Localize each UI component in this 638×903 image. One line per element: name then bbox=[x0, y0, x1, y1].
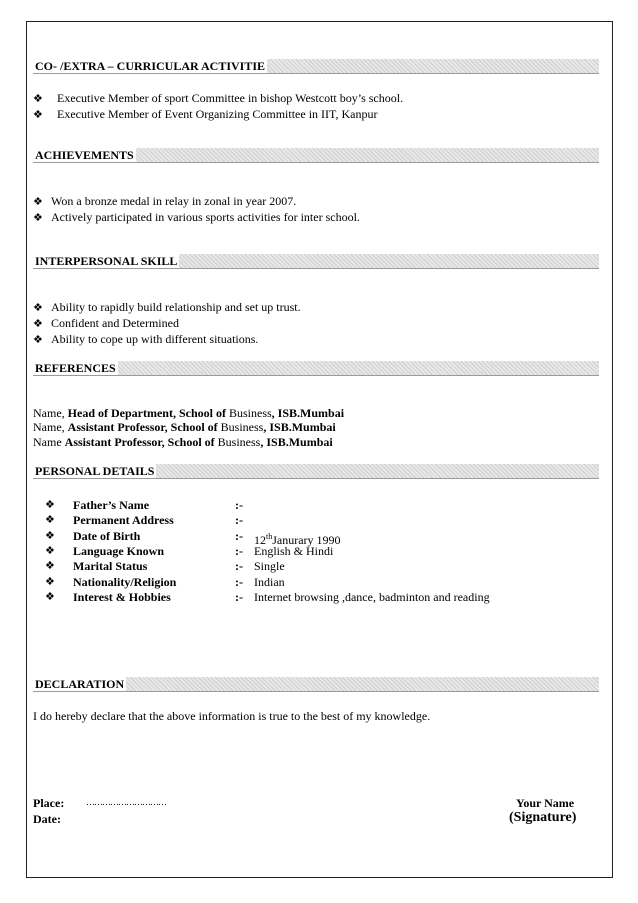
reference-prefix: Name bbox=[33, 435, 65, 449]
diamond-bullet-icon: ❖ bbox=[33, 334, 43, 346]
detail-separator: :- bbox=[235, 513, 243, 527]
reference-entry bbox=[33, 420, 336, 434]
diamond-bullet-icon: ❖ bbox=[33, 318, 43, 330]
detail-label: Date of Birth bbox=[73, 529, 141, 543]
date-label: Date: bbox=[33, 812, 61, 826]
reference-title: Assistant Professor, School of bbox=[67, 420, 218, 434]
reference-prefix: Name, bbox=[33, 406, 68, 420]
detail-label: Nationality/Religion bbox=[73, 575, 177, 589]
detail-separator: :- bbox=[235, 498, 243, 512]
reference-title: Head of Department, School of bbox=[67, 406, 226, 420]
diamond-bullet-icon: ❖ bbox=[45, 591, 55, 603]
section-header-achievements bbox=[33, 148, 599, 163]
diamond-bullet-icon: ❖ bbox=[33, 196, 43, 208]
detail-separator: :- bbox=[235, 544, 243, 558]
list-item bbox=[33, 193, 296, 210]
diamond-bullet-icon: ❖ bbox=[33, 93, 43, 105]
section-header-declaration bbox=[33, 677, 599, 692]
reference-entry bbox=[33, 435, 333, 449]
diamond-bullet-icon: ❖ bbox=[45, 514, 55, 526]
reference-place: , ISB.Mumbai bbox=[271, 406, 345, 420]
dob-day: 12 bbox=[254, 533, 266, 547]
list-item bbox=[33, 90, 403, 107]
reference-org: Business bbox=[225, 406, 272, 420]
list-item-text: Ability to cope up with different situations. bbox=[51, 332, 259, 346]
section-header-references bbox=[33, 361, 599, 376]
detail-value: Single bbox=[254, 559, 285, 573]
list-item bbox=[33, 315, 179, 332]
list-item-text: Executive Member of sport Committee in bishop Westcott boy’s school. bbox=[57, 91, 404, 105]
your-name-label: Your Name bbox=[516, 796, 575, 810]
detail-separator: :- bbox=[235, 590, 243, 604]
list-item-text: Executive Member of Event Organizing Committee in IIT, Kanpur bbox=[57, 107, 378, 121]
section-title: CO- /EXTRA – CURRICULAR ACTIVITIE bbox=[35, 59, 266, 73]
section-header-co-extra bbox=[33, 59, 599, 74]
diamond-bullet-icon: ❖ bbox=[45, 545, 55, 557]
list-item-text: Ability to rapidly build relationship and set up trust. bbox=[51, 300, 301, 314]
reference-org: Business bbox=[214, 435, 261, 449]
detail-label: Father’s Name bbox=[73, 498, 150, 512]
reference-org: Business bbox=[217, 420, 264, 434]
section-title: DECLARATION bbox=[35, 677, 125, 691]
signature-label: (Signature) bbox=[509, 810, 577, 825]
list-item-text: Won a bronze medal in relay in zonal in year 2007. bbox=[51, 194, 297, 208]
section-title: REFERENCES bbox=[35, 361, 116, 375]
section-title: PERSONAL DETAILS bbox=[35, 464, 155, 478]
list-item-text: Confident and Determined bbox=[51, 316, 179, 330]
detail-value: English & Hindi bbox=[254, 544, 334, 558]
detail-label: Marital Status bbox=[73, 559, 148, 573]
declaration-text: I do hereby declare that the above information is true to the best of my knowledge. bbox=[33, 709, 431, 723]
place-value: ………………………… bbox=[86, 797, 166, 807]
detail-label: Language Known bbox=[73, 544, 165, 558]
section-title: ACHIEVEMENTS bbox=[35, 148, 134, 162]
detail-separator: :- bbox=[235, 559, 243, 573]
diamond-bullet-icon: ❖ bbox=[45, 530, 55, 542]
list-item bbox=[33, 331, 258, 348]
place-label: Place: bbox=[33, 796, 65, 810]
reference-prefix: Name, bbox=[33, 420, 68, 434]
reference-entry bbox=[33, 406, 344, 420]
detail-separator: :- bbox=[235, 529, 243, 543]
list-item bbox=[33, 209, 360, 226]
section-header-interpersonal bbox=[33, 254, 599, 269]
diamond-bullet-icon: ❖ bbox=[33, 212, 43, 224]
detail-value: Internet browsing ,dance, badminton and reading bbox=[254, 590, 490, 604]
diamond-bullet-icon: ❖ bbox=[33, 302, 43, 314]
reference-place: , ISB.Mumbai bbox=[263, 420, 336, 434]
diamond-bullet-icon: ❖ bbox=[45, 576, 55, 588]
detail-separator: :- bbox=[235, 575, 243, 589]
detail-label: Permanent Address bbox=[73, 513, 174, 527]
dob-month-year: Janurary 1990 bbox=[272, 533, 341, 547]
list-item bbox=[33, 106, 377, 123]
diamond-bullet-icon: ❖ bbox=[33, 109, 43, 121]
diamond-bullet-icon: ❖ bbox=[45, 560, 55, 572]
detail-label: Interest & Hobbies bbox=[73, 590, 171, 604]
reference-place: , ISB.Mumbai bbox=[260, 435, 333, 449]
section-title: INTERPERSONAL SKILL bbox=[35, 254, 178, 268]
detail-value: Indian bbox=[254, 575, 285, 589]
reference-title: Assistant Professor, School of bbox=[64, 435, 215, 449]
dob-suffix: th bbox=[266, 532, 273, 541]
section-header-personal bbox=[33, 464, 599, 479]
diamond-bullet-icon: ❖ bbox=[45, 499, 55, 511]
list-item-text: Actively participated in various sports activities for inter school. bbox=[51, 210, 360, 224]
list-item bbox=[33, 299, 301, 316]
